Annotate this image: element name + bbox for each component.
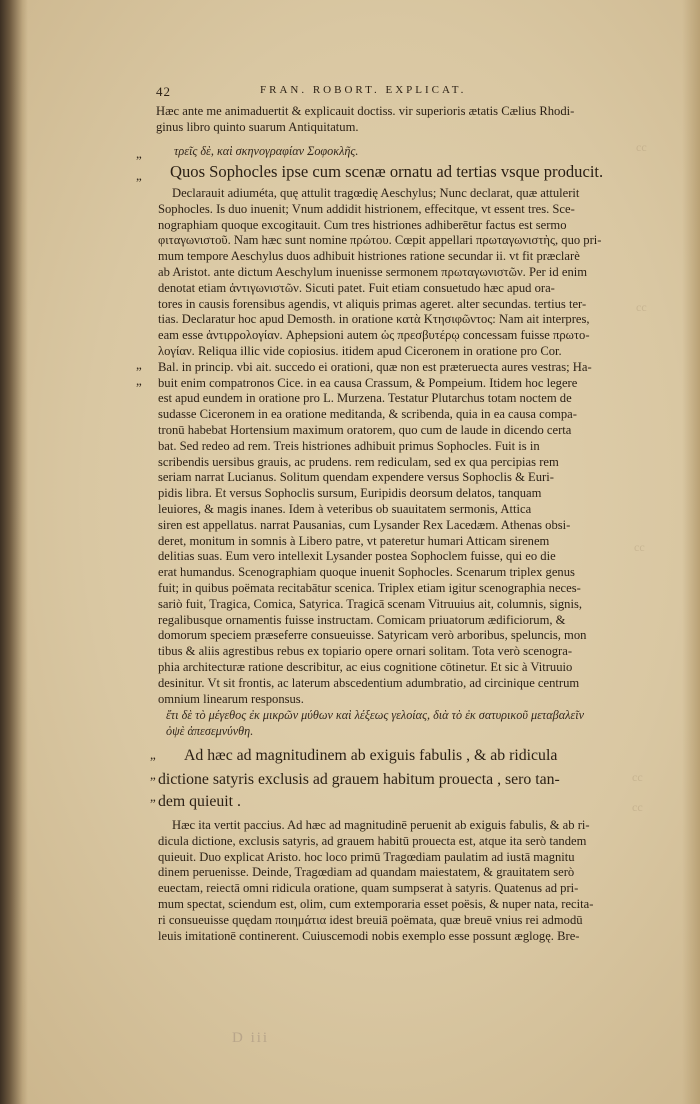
latin-lemma: dictione satyris exclusis ad grauem habitum prouecta , sero tan- bbox=[158, 771, 560, 788]
commentary-line: tronū habebat Hortensium maximum oratorem, quo cum de laude in dicendo certa bbox=[158, 423, 572, 437]
bleed-through-mark: cc bbox=[636, 300, 647, 314]
commentary-line: siren est appellatus. narrat Pausanias, cum Lysander Rex Lacedæm. Athenas obsi- bbox=[158, 517, 571, 532]
margin-quote-mark: „ bbox=[136, 168, 142, 183]
commentary-line: sudasse Ciceronem in ea oratione meditanda, & scribenda, quia in ea causa compa- bbox=[158, 407, 577, 422]
commentary-line: nographiam quoque excogitauit. Cum tres histriones adhiberētur factus est sermo bbox=[158, 217, 567, 232]
commentary-line: deret, monitum in somnis à Libero patre, vt pateretur humari Atticam sirenem bbox=[158, 533, 550, 548]
commentary-line: dicula dictione, exclusis satyris, ad grauem habitū prouecta est, atque ita serò tandem bbox=[158, 833, 587, 848]
commentary-line: desinitur. Vt sit frontis, ac laterum abscedentium adumbratio, ad circinique centrum bbox=[158, 675, 580, 690]
commentary-line: tias. Declaratur hoc apud Demosth. in oratione κατὰ Κτησιφῶντος: Nam ait interpres, bbox=[158, 312, 590, 327]
commentary-line: mum tempore Aeschylus duos adhibuit histriones ratione secundar ii. vt fit præclarè bbox=[158, 249, 580, 264]
commentary-line: omnium linearum responsus. bbox=[158, 691, 304, 706]
commentary-line: mum spectat, sciendum est, olim, cum extemporaria esset poësis, & nuper nata, recita- bbox=[158, 897, 594, 911]
commentary-line: dinem peruenisse. Deinde, Tragœdiam ad quandam maiestatem, & grauitatem serò bbox=[158, 865, 575, 880]
commentary-line: eam esse ἀντιρρολογίαν. Aphepsioni autem ὡς πρεσβυτέρῳ concessam fuisse πρωτο- bbox=[158, 328, 590, 343]
latin-lemma: Quos Sophocles ipse cum scenæ ornatu ad tertias vsque producit. bbox=[170, 162, 604, 181]
commentary-line: est apud eundem in oratione pro L. Murzena. Testatur Plutarchus totam noctem de bbox=[158, 391, 572, 406]
bleed-through-mark: cc bbox=[634, 540, 645, 554]
margin-quote-mark: ” bbox=[150, 754, 156, 769]
intro-line: Hæc ante me animaduertit & explicauit doctiss. vir superioris ætatis Cælius Rhodi- bbox=[156, 104, 575, 118]
commentary-line: ab Aristot. ante dictum Aeschylum inuenisse sermonem πρωταγωνιστῶν. Per id enim bbox=[158, 265, 588, 279]
bleed-through-mark: cc bbox=[632, 770, 643, 784]
commentary-line: seriam narrat Lucianus. Solitum quendam expendere versus Sophoclis & Euri- bbox=[158, 470, 554, 485]
commentary-line: regalibusque ornamentis fuisse instructam. Comicam priuatorum ædificiorum, & bbox=[158, 612, 566, 627]
greek-lemma: τρεῖς δὲ, καὶ σκηνογραφίαν Σοφοκλῆς. bbox=[174, 144, 359, 158]
intro-line: ginus libro quinto suarum Antiquitatum. bbox=[156, 120, 359, 134]
latin-lemma: dem quieuit . bbox=[158, 793, 241, 810]
margin-quote-mark: „ bbox=[136, 146, 142, 161]
commentary-line: buit enim compatronos Cice. in ea causa Crassum, & Pompeium. Itidem hoc legere bbox=[158, 375, 578, 390]
page-edge bbox=[682, 0, 700, 1104]
commentary-line: domorum speciem præseferre consueuisse. Satyricam verò arboribus, speluncis, mon bbox=[158, 628, 587, 643]
commentary-line: φιταγωνιστοῦ. Nam hæc sunt nomine πρώτου. Cœpit appellari πρωταγωνιστὴς, quo pri- bbox=[158, 233, 602, 248]
commentary-line: erat humandus. Scenographiam quoque inuenit Sophocles. Scenarum triplex genus bbox=[158, 565, 575, 580]
commentary-line: fuit; in quibus poëmata recitabātur scenica. Triplex etiam igitur scenographia neces- bbox=[158, 581, 581, 595]
commentary-line: denotat etiam ἀντιγωνιστῶν. Sicuti patet. Fuit etiam consuetudo hæc apud ora- bbox=[158, 280, 555, 295]
commentary-line: quieuit. Duo explicat Aristo. hoc loco primū Tragœdiam paulatim ad iustā magnitu bbox=[158, 849, 575, 864]
commentary-line: delitias suas. Eum vero intellexit Lysander postea Sophoclem fuisse, qui eo die bbox=[158, 549, 556, 564]
commentary-line: phia architecturæ ratione describitur, ac eius cognitione cōtinetur. Et sic à Vitruuio bbox=[158, 660, 573, 674]
margin-quote-mark: ” bbox=[136, 364, 142, 379]
commentary-line: pidis libra. Et versus Sophoclis sursum, Euripidis deorsum delatos, tanquam bbox=[158, 486, 542, 501]
commentary-line: Hæc ita vertit paccius. Ad hæc ad magnitudinē peruenit ab exiguis fabulis, & ab ri- bbox=[172, 818, 590, 832]
commentary-line: euectam, reiectā omni ridicula oratione, quam sumpserat à satyris. Quatenus ad pri- bbox=[158, 881, 579, 896]
commentary-line: tibus & aliis agrestibus rebus ex topiario opere ornari solitam. Tota verò scenogra- bbox=[158, 644, 573, 659]
commentary-line: sariò fuit, Tragica, Comica, Satyrica. Tragicā scenam Vitruuius ait, columnis, signis, bbox=[158, 596, 582, 611]
greek-lemma: ὀψὲ ἀπεσεμνύνθη. bbox=[166, 724, 254, 738]
greek-lemma: ἔτι δὲ τὸ μέγεθος ἐκ μικρῶν μύθων καὶ λέξεως γελοίας, διὰ τὸ ἐκ σατυρικοῦ μεταβαλεῖν bbox=[166, 708, 585, 722]
commentary-line: λογίαν. Reliqua illic vide copiosius. itidem apud Ciceronem in oratione pro Cor. bbox=[158, 344, 562, 358]
bleed-through-mark: cc bbox=[632, 800, 643, 814]
commentary-line: Declarauit adiuméta, quę attulit tragœdię Aeschylus; Nunc declarat, quæ attulerit bbox=[172, 186, 580, 200]
margin-quote-mark: ” bbox=[136, 380, 142, 395]
commentary-line: tores in causis forensibus agendis, vt aliquis primas ageret. alter secundas. tertius ter- bbox=[158, 296, 587, 311]
folio-number: 42 bbox=[156, 84, 171, 99]
commentary-line: leuis imitationē continerent. Cuiuscemodi nobis exemplo esse possunt æglogę. Bre- bbox=[158, 928, 580, 943]
latin-lemma: Ad hæc ad magnitudinem ab exiguis fabulis , & ab ridicula bbox=[184, 747, 558, 764]
signature-mark: D iii bbox=[232, 1030, 270, 1046]
gutter-shadow bbox=[0, 0, 28, 1104]
bleed-through-mark: cc bbox=[636, 140, 647, 154]
commentary-line: bat. Sed redeo ad rem. Treis histriones adhibuit primus Sophocles. Fuit is in bbox=[158, 438, 540, 453]
commentary-line: Sophocles. Is duo inuenit; Vnum addidit histrionem, effecitque, vt essent tres. Sce- bbox=[158, 201, 575, 216]
commentary-line: leuiores, & magis inanes. Idem à veteribus ob suauitatem sermonis, Attica bbox=[158, 502, 532, 516]
commentary-line: Bal. in princip. vbi ait. succedo ei orationi, quæ non est præteruecta aures vestras; Ha- bbox=[158, 359, 592, 374]
margin-quote-mark: ” bbox=[150, 774, 156, 789]
margin-quote-mark: ” bbox=[150, 796, 156, 811]
running-head: FRAN. ROBORT. EXPLICAT. bbox=[260, 84, 467, 96]
commentary-line: scribendis uersibus grauis, ac prudens. rem rediculam, sed ex qua percipias rem bbox=[158, 454, 559, 469]
commentary-line: ri consueuisse quędam ποιημάτια idest breuiā poëmata, quæ breuē vnius rei admodū bbox=[158, 912, 583, 927]
